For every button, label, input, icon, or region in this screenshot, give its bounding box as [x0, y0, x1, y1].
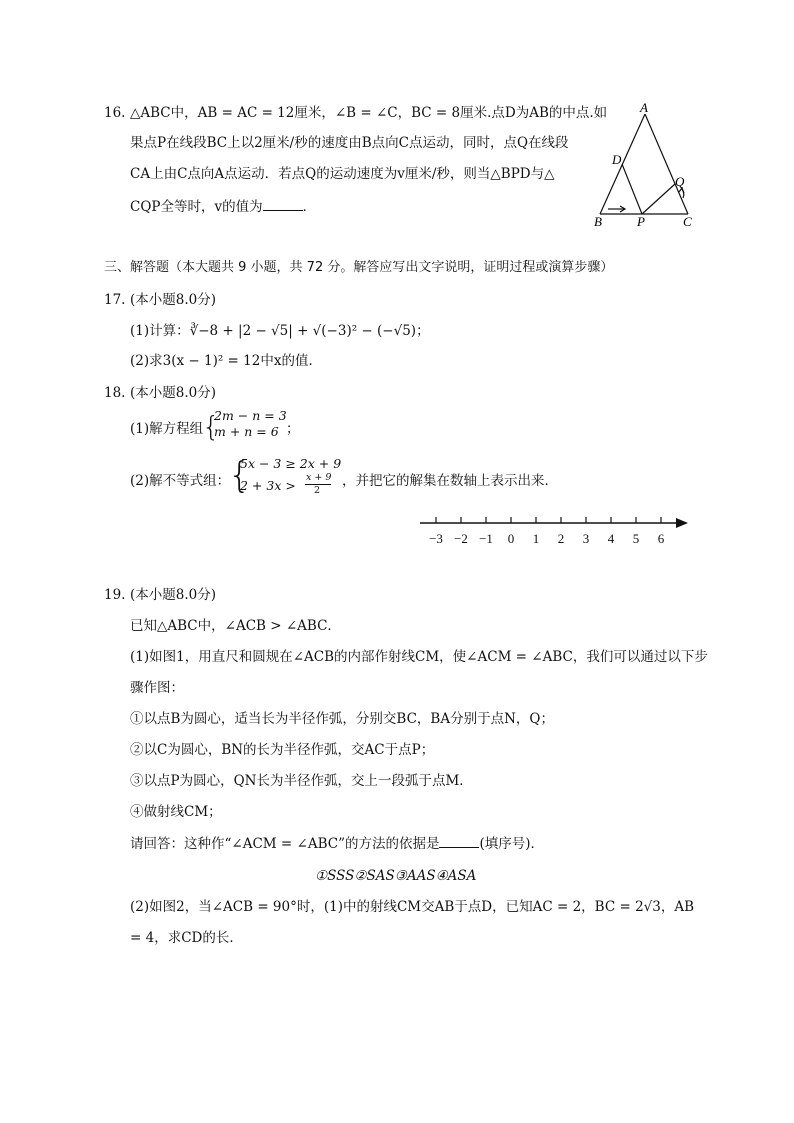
q17-part-1: (1)计算：∛−8 + |2 − √5| + √(−3)² − (−√5)；	[130, 323, 430, 339]
section-3-heading: 三、解答题（本大题共 9 小题，共 72 分。解答应写出文字说明，证明过程或演算步骤）	[104, 260, 614, 275]
q17-points: (本小题8.0分)	[130, 292, 217, 308]
q19-options: ①SSS②SAS③AAS④ASA	[315, 868, 477, 884]
number-line-tick-label: 0	[507, 531, 515, 546]
q16-line-2: 果点P在线段BC上以2厘米/秒的速度由B点向C点运动，同时，点Q在线段	[130, 135, 569, 151]
q19-ask-text: 请回答：这种作“∠ACM = ∠ABC”的方法的依据是	[130, 836, 440, 852]
number-line-tick-label: 5	[632, 531, 640, 546]
number-line	[418, 512, 698, 552]
q17-number: 17.	[104, 292, 126, 308]
q19-part-1-line-2: 骤作图：	[130, 680, 184, 696]
label-C: C	[683, 214, 692, 229]
q19-given: 已知△ABC中，∠ACB > ∠ABC．	[130, 618, 341, 634]
q16-line-4-text: CQP全等时，v的值为	[130, 199, 263, 215]
q19-step-3: ③以点P为圆心，QN长为半径作弧，交上一段弧于点M．	[130, 773, 473, 789]
label-A: A	[640, 100, 648, 115]
number-line-tick-label: 1	[532, 531, 540, 546]
q18-brace-2: {	[228, 455, 251, 496]
label-D: D	[612, 152, 622, 167]
q18-ineq-2: 2 + 3x >	[240, 478, 296, 493]
q16-line-1: △ABC中，AB = AC = 12厘米，∠B = ∠C，BC = 8厘米.点D为AB的中点.如	[130, 105, 608, 121]
number-line-tick-label: 2	[557, 531, 565, 546]
number-line-tick-label: 6	[657, 531, 665, 546]
q18-number: 18.	[104, 385, 126, 401]
q17-part-2: (2)求3(x − 1)² = 12中x的值．	[130, 353, 322, 369]
q19-step-2: ②以C为圆心，BN的长为半径作弧，交AC于点P；	[130, 742, 435, 758]
q19-answer-blank[interactable]	[439, 833, 479, 848]
q18-eq-2: m + n = 6	[214, 424, 279, 439]
number-line-tick-label: 4	[607, 531, 615, 546]
number-line-tick-label: 3	[582, 531, 590, 546]
label-Q: Q	[675, 174, 685, 189]
q19-step-4: ④做射线CM；	[130, 804, 222, 820]
q19-part-1-line-1: (1)如图1，用直尺和圆规在∠ACB的内部作射线CM，使∠ACM = ∠ABC，我们可以通过以下步	[130, 649, 708, 665]
q18-brace-1: {	[202, 410, 220, 443]
label-B: B	[594, 214, 602, 229]
q16-line-4	[130, 196, 316, 217]
q19-part-2-line-1: (2)如图2，当∠ACB = 90°时，(1)中的射线CM交AB于点D，已知AC = 2，BC = 2√3，AB	[130, 899, 695, 915]
label-P: P	[637, 214, 645, 229]
number-line-tick-label: −1	[479, 531, 493, 546]
q16-line-4-end: ．	[302, 199, 317, 215]
q18-frac-den: 2	[314, 485, 321, 496]
q18-frac-num: x + 9	[306, 472, 332, 483]
q18-points: (本小题8.0分)	[130, 385, 217, 401]
q19-part-2-line-2: = 4，求CD的长．	[130, 930, 243, 946]
q16-number: 16.	[104, 105, 126, 121]
q18-eq-1: 2m − n = 3	[214, 408, 287, 423]
number-line-tick-label: −2	[454, 531, 468, 546]
q18-part-1-label: (1)解方程组	[130, 421, 204, 437]
number-line-tick-label: −3	[429, 531, 443, 546]
q16-answer-blank[interactable]	[263, 196, 303, 211]
q19-ask-end: (填序号)．	[479, 836, 545, 852]
q19-ask	[130, 833, 544, 854]
q16-line-3: CA上由C点向A点运动．若点Q的运动速度为v厘米/秒，则当△BPD与△	[130, 166, 555, 182]
q19-step-1: ①以点B为圆心，适当长为半径作弧，分别交BC，BA分别于点N，Q；	[130, 711, 554, 727]
q18-part-2-label: (2)解不等式组：	[130, 473, 231, 489]
q18-part-2-tail: ，并把它的解集在数轴上表示出来．	[342, 473, 558, 489]
q18-part-1-end: ；	[286, 421, 300, 437]
q19-points: (本小题8.0分)	[130, 587, 217, 603]
q19-number: 19.	[104, 587, 126, 603]
q16-triangle-figure	[590, 98, 730, 233]
q18-ineq-1: 5x − 3 ≥ 2x + 9	[240, 456, 342, 471]
